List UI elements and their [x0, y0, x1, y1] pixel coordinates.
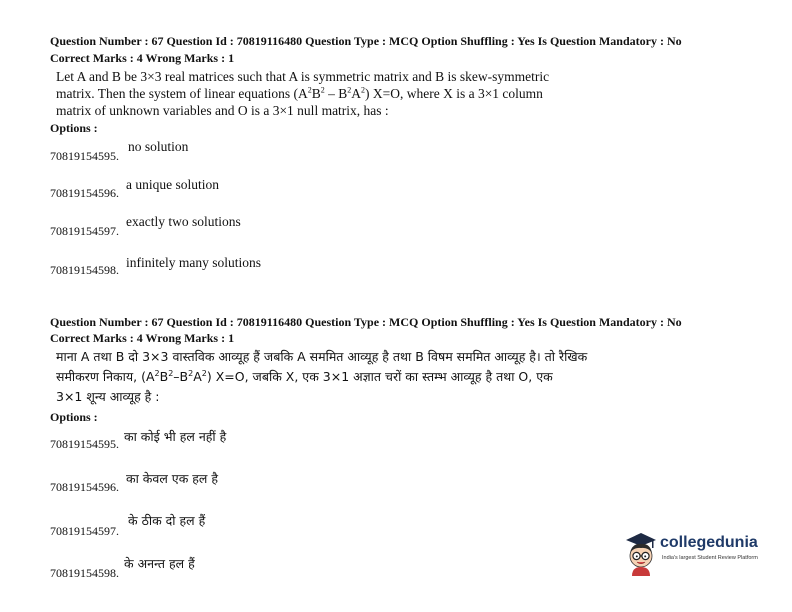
option-text[interactable]: का केवल एक हल है: [126, 471, 219, 486]
question-text-line2: matrix. Then the system of linear equations $(A^2B^2 - B^2A^2)$ X=O, where X is a 3×1 column: [56, 85, 543, 101]
option-text[interactable]: a unique solution: [126, 177, 219, 192]
question-header: Question Number : 67 Question Id : 70819116480 Question Type : MCQ Option Shuffling : Yes Is Question Mandatory : No: [50, 315, 682, 329]
option-text[interactable]: के अनन्त हल हैं: [124, 556, 195, 571]
logo-wordmark: collegedunia: [660, 534, 758, 551]
option-id: 70819154595.: [50, 149, 119, 163]
options-label: Options :: [50, 121, 98, 135]
question-header: Question Number : 67 Question Id : 70819116480 Question Type : MCQ Option Shuffling : Yes Is Question Mandatory : No: [50, 34, 682, 48]
question-text-line3: matrix of unknown variables and O is a 3×1 null matrix, has :: [56, 103, 389, 118]
option-text[interactable]: no solution: [128, 139, 189, 154]
option-id: 70819154597.: [50, 224, 119, 238]
option-text[interactable]: infinitely many solutions: [126, 255, 261, 270]
option-id: 70819154598.: [50, 566, 119, 580]
option-id: 70819154595.: [50, 437, 119, 451]
option-text[interactable]: के ठीक दो हल हैं: [128, 513, 206, 528]
option-text[interactable]: का कोई भी हल नहीं है: [124, 429, 227, 444]
options-label: Options :: [50, 410, 98, 424]
marks-info: Correct Marks : 4 Wrong Marks : 1: [50, 51, 235, 65]
student-mascot-icon: [622, 530, 660, 576]
question-text-line1: Let A and B be 3×3 real matrices such that A is symmetric matrix and B is skew-symmetric: [56, 69, 550, 84]
logo-tagline: India's largest Student Review Platform: [662, 555, 758, 561]
question-text-line1: माना A तथा B दो 3×3 वास्तविक आव्यूह हैं जबकि A सममित आव्यूह है तथा B विषम सममित आव्यूह है। तो रैखिक: [56, 349, 588, 364]
collegedunia-logo[interactable]: [622, 530, 762, 580]
option-id: 70819154596.: [50, 480, 119, 494]
question-text-line2: समीकरण निकाय, $(A^2B^2-B^2A^2)$ X=O, जबकि X, एक 3×1 अज्ञात चरों का स्तम्भ आव्यूह है तथा O, एक: [56, 368, 553, 384]
option-text[interactable]: exactly two solutions: [126, 214, 241, 229]
option-id: 70819154597.: [50, 524, 119, 538]
option-id: 70819154598.: [50, 263, 119, 277]
question-text-line3: 3×1 शून्य आव्यूह है :: [56, 389, 160, 404]
marks-info: Correct Marks : 4 Wrong Marks : 1: [50, 331, 235, 345]
option-id: 70819154596.: [50, 186, 119, 200]
